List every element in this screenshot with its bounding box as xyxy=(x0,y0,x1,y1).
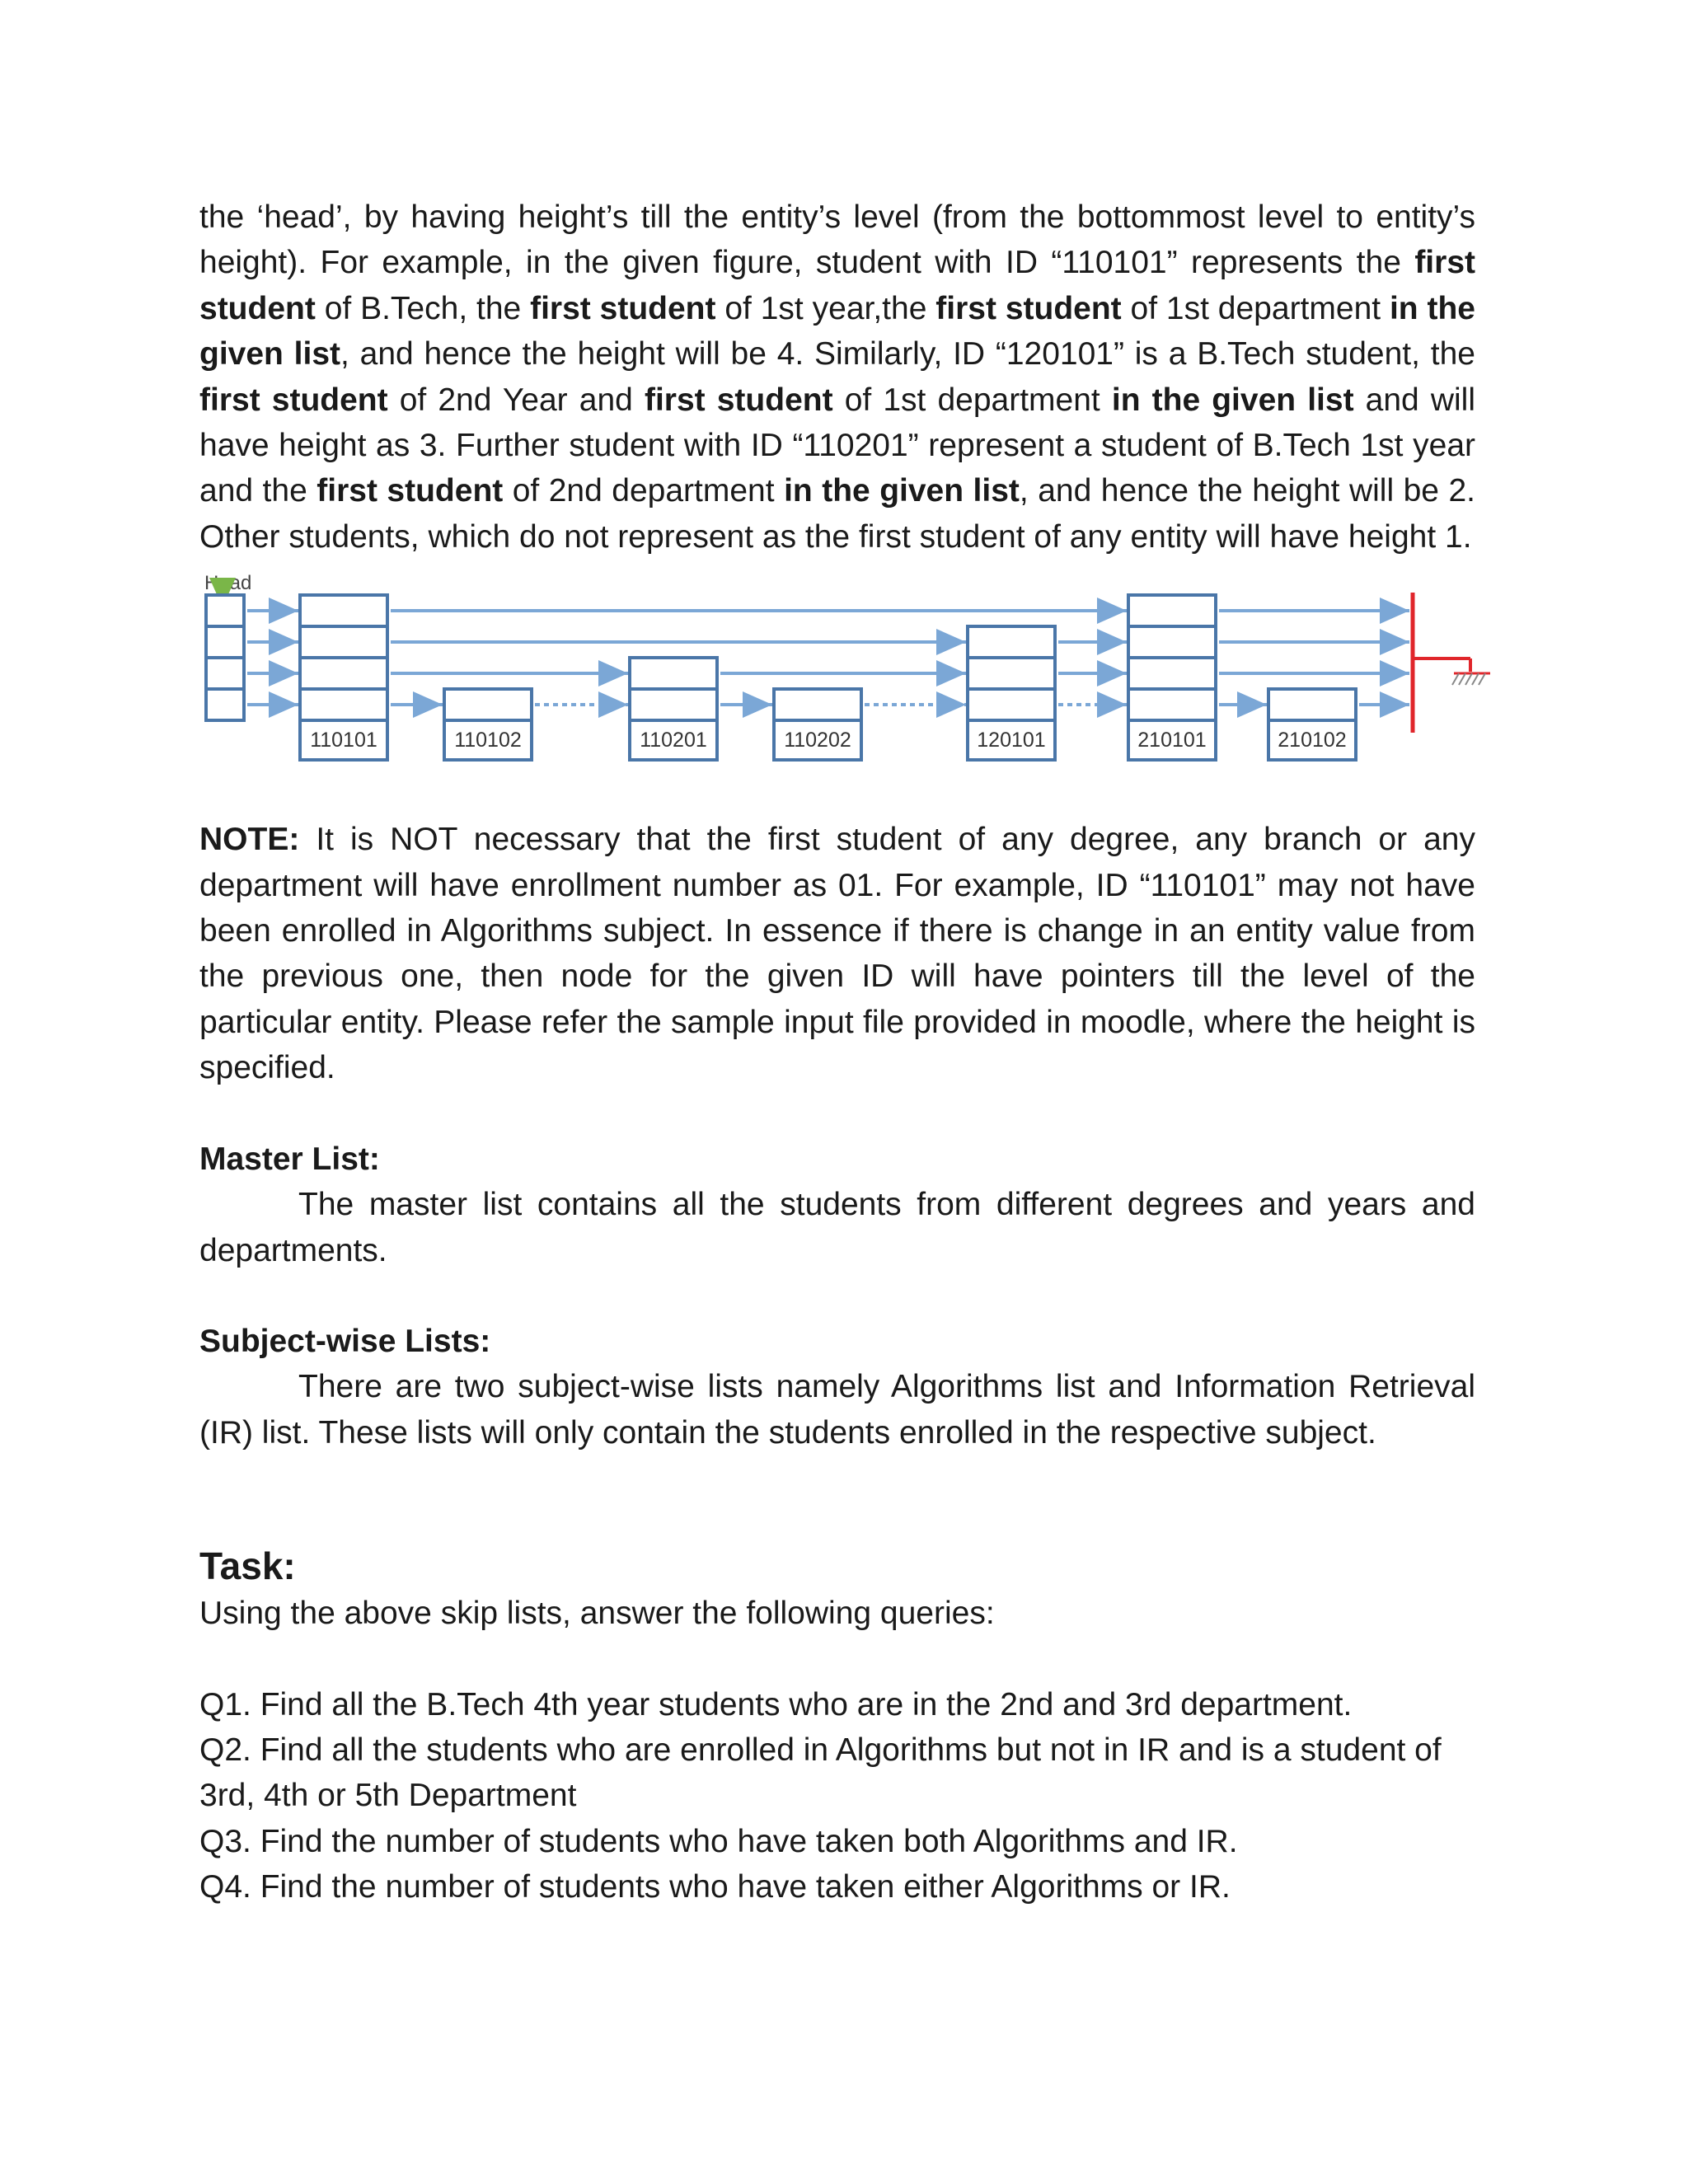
task-heading: Task: xyxy=(199,1544,296,1588)
text-run: the ‘head’, by having height’s till the entity’s level (from the bottommost level to entity’s height). For example, in the given figure, student with ID “110101” represents the xyxy=(199,199,1475,281)
bold-phrase: in the given list xyxy=(1111,382,1354,418)
node-id-label: 110201 xyxy=(640,729,707,752)
ground-hatch xyxy=(1479,673,1485,685)
text-run: of 1st department xyxy=(1121,290,1390,326)
question-2: Q2. Find all the students who are enrolled in Algorithms but not in IR and is a student of 3rd, 4th or 5th Department xyxy=(199,1732,1442,1814)
text-run: of 2nd Year and xyxy=(387,382,645,418)
intro-paragraph xyxy=(199,194,1475,560)
text-run: of 1st year,the xyxy=(715,290,936,326)
bold-phrase: first student xyxy=(199,245,1475,326)
text-run: and will have height as 3. Further student with ID “110201” represent a student of B.Tech 1st year and the xyxy=(199,382,1476,509)
text-run: of 2nd department xyxy=(503,473,785,509)
text-run: , and hence the height will be 2. Other students, which do not represent as the first student of any entity will have height 1. xyxy=(199,473,1475,555)
master-list-text: The master list contains all the students from different degrees and years and departments. xyxy=(199,1187,1475,1268)
bold-phrase: first student xyxy=(644,382,833,418)
question-4: Q4. Find the number of students who have taken either Algorithms or IR. xyxy=(199,1869,1231,1905)
bold-phrase: in the given list xyxy=(199,290,1475,373)
node-id-label: 210102 xyxy=(1278,729,1347,752)
skip-list-diagram xyxy=(193,560,1495,799)
head-cell xyxy=(206,689,244,720)
task-intro: Using the above skip lists, answer the following queries: xyxy=(199,1596,995,1632)
node-cell xyxy=(630,689,717,720)
node-cell xyxy=(300,595,387,626)
question-3: Q3. Find the number of students who have taken both Algorithms and IR. xyxy=(199,1823,1238,1859)
note-paragraph xyxy=(199,817,1475,1090)
ground-hatch xyxy=(1452,673,1459,685)
bold-phrase: first student xyxy=(935,290,1122,326)
node-cell xyxy=(1128,689,1216,720)
ground-hatch xyxy=(1472,673,1479,685)
node-cell xyxy=(1268,689,1356,720)
node-id-label: 110102 xyxy=(454,729,522,752)
ground-hatch xyxy=(1459,673,1465,685)
master-list-heading: Master List: xyxy=(199,1141,380,1177)
ground-hatch xyxy=(1465,673,1472,685)
node-cell xyxy=(968,658,1055,689)
node-id-label: 110101 xyxy=(310,729,377,752)
node-cell xyxy=(300,658,387,689)
node-cell xyxy=(774,689,861,720)
head-cell xyxy=(206,658,244,689)
head-cell xyxy=(206,626,244,658)
document-page xyxy=(199,194,1475,1910)
text-run: of 1st department xyxy=(832,382,1112,418)
node-cell xyxy=(1128,658,1216,689)
node-cell xyxy=(968,626,1055,658)
node-id-label: 210101 xyxy=(1137,729,1207,752)
bold-phrase: first student xyxy=(530,290,716,326)
node-id-label: 120101 xyxy=(977,729,1046,752)
text-run: , and hence the height will be 4. Similarly, ID “120101” is a B.Tech student, the xyxy=(340,336,1475,373)
node-cell xyxy=(630,658,717,689)
head-label: Head xyxy=(204,572,252,595)
note-label: NOTE: xyxy=(199,822,300,858)
node-id-label: 110202 xyxy=(784,729,851,752)
head-cell xyxy=(206,595,244,626)
node-cell xyxy=(300,626,387,658)
note-text: It is NOT necessary that the first student of any degree, any branch or any department will have enrollment number as 01. For example, ID “110101” may not have been enrolled in Algorithms subject. In essence if there is change in an entity value from the previous one, then node for the given ID will have pointers till the level of the particular entity. Please refer the sample input file provided in moodle, where the height is specified. xyxy=(199,822,1475,1086)
text-run: of B.Tech, the xyxy=(315,290,531,326)
node-cell xyxy=(968,689,1055,720)
node-cell xyxy=(1128,626,1216,658)
node-cell xyxy=(1128,595,1216,626)
node-cell xyxy=(444,689,532,720)
bold-phrase: in the given list xyxy=(784,473,1020,509)
bold-phrase: first student xyxy=(316,473,504,509)
subject-lists-heading: Subject-wise Lists: xyxy=(199,1323,491,1359)
skip-list-figure xyxy=(193,560,1495,799)
subject-lists-text: There are two subject-wise lists namely Algorithms list and Information Retrieval (IR) list. These lists will only contain the students enrolled in the respective subject. xyxy=(199,1369,1475,1451)
bold-phrase: first student xyxy=(199,382,388,418)
node-cell xyxy=(300,689,387,720)
question-1: Q1. Find all the B.Tech 4th year students who are in the 2nd and 3rd department. xyxy=(199,1686,1353,1722)
